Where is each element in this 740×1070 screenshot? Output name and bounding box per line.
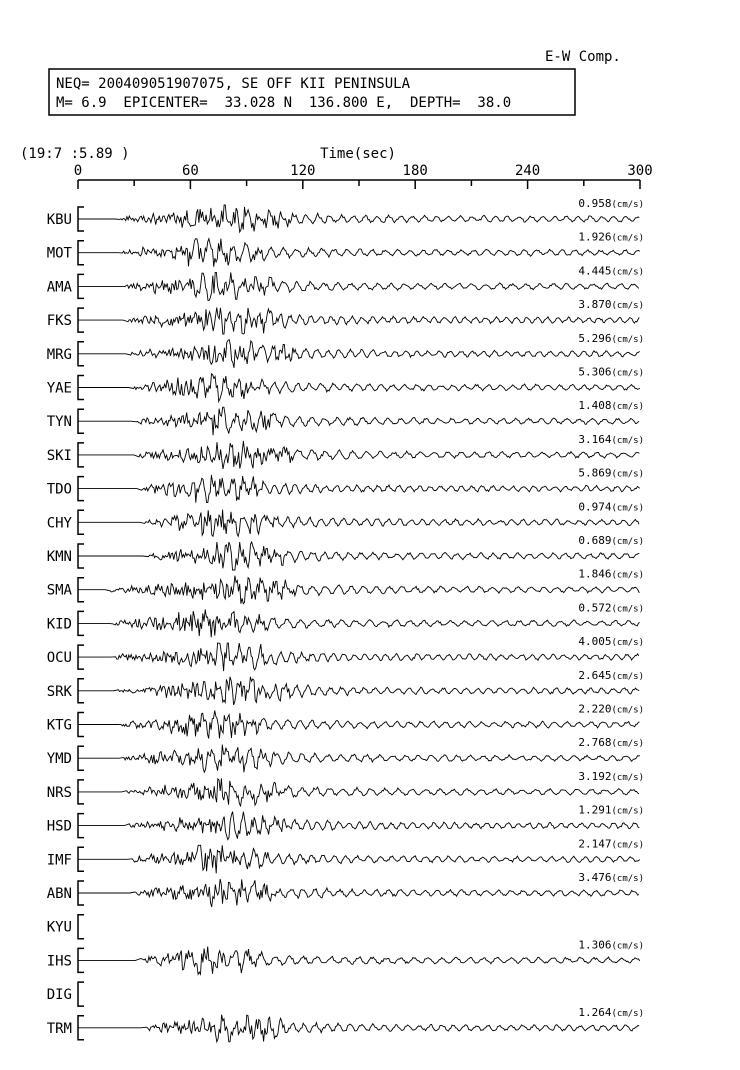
station-row-kyu	[47, 915, 84, 939]
station-label: KMN	[46, 549, 72, 565]
station-row-dig	[47, 982, 84, 1006]
amplitude-value: 3.476	[578, 871, 612, 884]
amplitude-unit: (cm/s)	[611, 267, 644, 278]
max-amplitude	[578, 601, 644, 614]
amplitude-unit: (cm/s)	[611, 874, 644, 884]
amplitude-unit: (cm/s)	[611, 671, 644, 682]
amplitude-value: 5.306	[578, 365, 612, 379]
station-label: NRS	[46, 784, 72, 801]
waveform-trace	[78, 542, 639, 570]
amplitude-value: 2.768	[578, 736, 612, 750]
x-tick-label: 240	[514, 163, 541, 179]
station-label: KTG	[46, 717, 72, 734]
amplitude-value: 1.926	[578, 230, 612, 244]
max-amplitude	[578, 332, 644, 345]
max-amplitude	[578, 264, 644, 277]
amplitude-value: 2.645	[578, 668, 612, 682]
waveform-trace	[78, 677, 639, 705]
station-row-trm	[47, 1006, 644, 1042]
station-label: SRK	[46, 683, 72, 700]
station-label: SMA	[46, 582, 72, 599]
waveform-trace	[78, 441, 639, 469]
amplitude-value: 2.147	[578, 837, 612, 851]
amplitude-value: 5.869	[578, 466, 612, 480]
header-line-2: M= 6.9 EPICENTER= 33.028 N 136.800 E, DEPTH= 38.0	[56, 95, 512, 111]
amplitude-unit: (cm/s)	[611, 233, 644, 244]
station-label: IHS	[46, 953, 72, 970]
station-row-sma	[47, 568, 644, 604]
station-label: KBU	[46, 212, 72, 228]
amplitude-value: 1.306	[578, 938, 612, 952]
waveform-trace	[78, 576, 639, 604]
station-label: TYN	[46, 414, 72, 431]
station-label: TDO	[46, 481, 72, 498]
amplitude-value: 2.220	[578, 702, 612, 716]
amplitude-value: 4.005	[578, 635, 612, 649]
station-label: OCU	[46, 650, 72, 667]
x-tick-label: 0	[73, 163, 83, 179]
waveform-trace	[78, 510, 639, 537]
station-label: CHY	[46, 515, 72, 532]
amplitude-unit: (cm/s)	[611, 772, 644, 783]
max-amplitude	[578, 534, 644, 547]
amplitude-value: 5.296	[578, 331, 612, 345]
station-label: YAE	[46, 380, 72, 397]
scale-bracket	[78, 915, 84, 939]
amplitude-value: 1.264	[578, 1005, 612, 1019]
max-amplitude	[578, 568, 644, 581]
max-amplitude	[578, 1006, 644, 1019]
waveform-trace	[78, 812, 639, 840]
x-axis-label: Time(sec)	[320, 146, 396, 162]
station-row-ihs	[47, 938, 644, 974]
station-label: DIG	[46, 987, 72, 1004]
x-ticks	[78, 180, 640, 189]
station-label: MOT	[46, 245, 72, 262]
amplitude-unit: (cm/s)	[611, 638, 644, 649]
max-amplitude	[578, 770, 644, 783]
station-row-chy	[47, 500, 644, 536]
amplitude-value: 3.192	[578, 769, 612, 783]
amplitude-unit: (cm/s)	[611, 301, 644, 312]
x-tick-label: 300	[627, 163, 653, 179]
amplitude-unit: (cm/s)	[611, 941, 644, 952]
station-row-imf	[47, 837, 644, 873]
waveform-trace	[78, 340, 640, 368]
x-tick-label: 60	[181, 163, 199, 179]
waveform-trace	[78, 778, 639, 806]
station-row-fks	[47, 298, 644, 334]
waveform-trace	[78, 879, 639, 907]
max-amplitude	[578, 871, 644, 884]
waveform-trace	[78, 845, 640, 873]
max-amplitude	[578, 703, 644, 716]
station-label: IMF	[46, 852, 72, 869]
station-row-ymd	[47, 736, 644, 772]
max-amplitude	[578, 804, 644, 817]
max-amplitude	[578, 366, 644, 379]
amplitude-value: 3.164	[578, 432, 612, 446]
origin-time: (19:7 :5.89 )	[20, 146, 130, 162]
station-label: YMD	[46, 751, 72, 768]
max-amplitude	[578, 837, 644, 850]
amplitude-unit: (cm/s)	[611, 705, 644, 716]
waveform-trace	[78, 475, 640, 503]
amplitude-unit: (cm/s)	[611, 537, 644, 547]
station-label: MRG	[46, 346, 72, 363]
amplitude-value: 1.846	[578, 567, 612, 581]
max-amplitude	[578, 938, 644, 951]
amplitude-unit: (cm/s)	[611, 368, 644, 379]
waveform-trace	[78, 643, 639, 671]
amplitude-value: 4.445	[578, 264, 612, 278]
station-row-abn	[47, 871, 644, 907]
amplitude-unit: (cm/s)	[611, 840, 644, 851]
max-amplitude	[578, 669, 644, 682]
amplitude-value: 0.974	[578, 500, 612, 514]
amplitude-value: 1.291	[578, 803, 612, 817]
max-amplitude	[578, 467, 644, 480]
station-label: KID	[46, 616, 72, 633]
station-row-ski	[47, 433, 644, 469]
station-label: HSD	[46, 818, 72, 835]
amplitude-unit: (cm/s)	[611, 402, 644, 413]
amplitude-unit: (cm/s)	[611, 604, 644, 615]
station-row-mrg	[47, 332, 644, 368]
station-row-ktg	[47, 703, 644, 739]
amplitude-unit: (cm/s)	[611, 503, 644, 514]
station-row-tdo	[47, 467, 644, 503]
station-row-kid	[47, 601, 644, 637]
station-label: AMA	[46, 279, 72, 296]
amplitude-value: 1.408	[578, 399, 612, 413]
station-row-srk	[47, 669, 644, 705]
x-tick-label: 120	[290, 163, 316, 179]
component-label: E-W Comp.	[545, 49, 621, 65]
waveform-trace	[78, 308, 639, 335]
amplitude-unit: (cm/s)	[611, 334, 644, 345]
station-label: KYU	[46, 919, 72, 936]
station-row-hsd	[47, 804, 644, 840]
amplitude-value: 0.689	[578, 534, 612, 547]
max-amplitude	[578, 500, 644, 513]
amplitude-value: 0.958	[578, 197, 612, 210]
waveform-trace	[78, 407, 639, 435]
waveform-trace	[78, 745, 640, 773]
max-amplitude	[578, 197, 644, 210]
station-row-tyn	[47, 399, 644, 435]
amplitude-unit: (cm/s)	[611, 435, 644, 446]
waveform-trace	[78, 947, 640, 975]
waveform-trace	[78, 374, 640, 402]
amplitude-value: 0.572	[578, 601, 612, 615]
waveform-trace	[78, 1015, 639, 1042]
station-row-ocu	[47, 635, 644, 671]
station-label: SKI	[46, 447, 72, 464]
waveform-trace	[78, 205, 639, 232]
waveform-trace	[78, 272, 639, 300]
station-row-mot	[47, 231, 644, 267]
max-amplitude	[578, 736, 644, 749]
max-amplitude	[578, 298, 644, 311]
station-label: TRM	[46, 1020, 72, 1037]
amplitude-unit: (cm/s)	[611, 200, 644, 210]
amplitude-unit: (cm/s)	[611, 739, 644, 750]
station-row-kmn	[47, 534, 644, 570]
station-row-yae	[47, 366, 644, 402]
amplitude-unit: (cm/s)	[611, 806, 644, 817]
header-line-1: NEQ= 200409051907075, SE OFF KII PENINSULA	[56, 76, 411, 92]
station-row-kbu	[47, 197, 644, 232]
x-tick-labels	[74, 163, 653, 179]
amplitude-value: 3.870	[578, 298, 612, 312]
waveform-trace	[78, 609, 640, 637]
max-amplitude	[578, 635, 644, 648]
waveform-trace	[78, 711, 640, 739]
max-amplitude	[578, 231, 644, 244]
station-label: FKS	[46, 313, 72, 330]
station-row-ama	[47, 264, 644, 300]
amplitude-unit: (cm/s)	[611, 1008, 644, 1019]
station-rows	[47, 197, 644, 1042]
scale-bracket	[78, 982, 84, 1006]
station-label: ABN	[46, 886, 72, 902]
max-amplitude	[578, 433, 644, 446]
amplitude-unit: (cm/s)	[611, 469, 644, 480]
amplitude-unit: (cm/s)	[611, 570, 644, 581]
x-tick-label: 180	[402, 163, 428, 179]
waveform-trace	[78, 239, 640, 267]
station-row-nrs	[47, 770, 644, 806]
max-amplitude	[578, 399, 644, 412]
